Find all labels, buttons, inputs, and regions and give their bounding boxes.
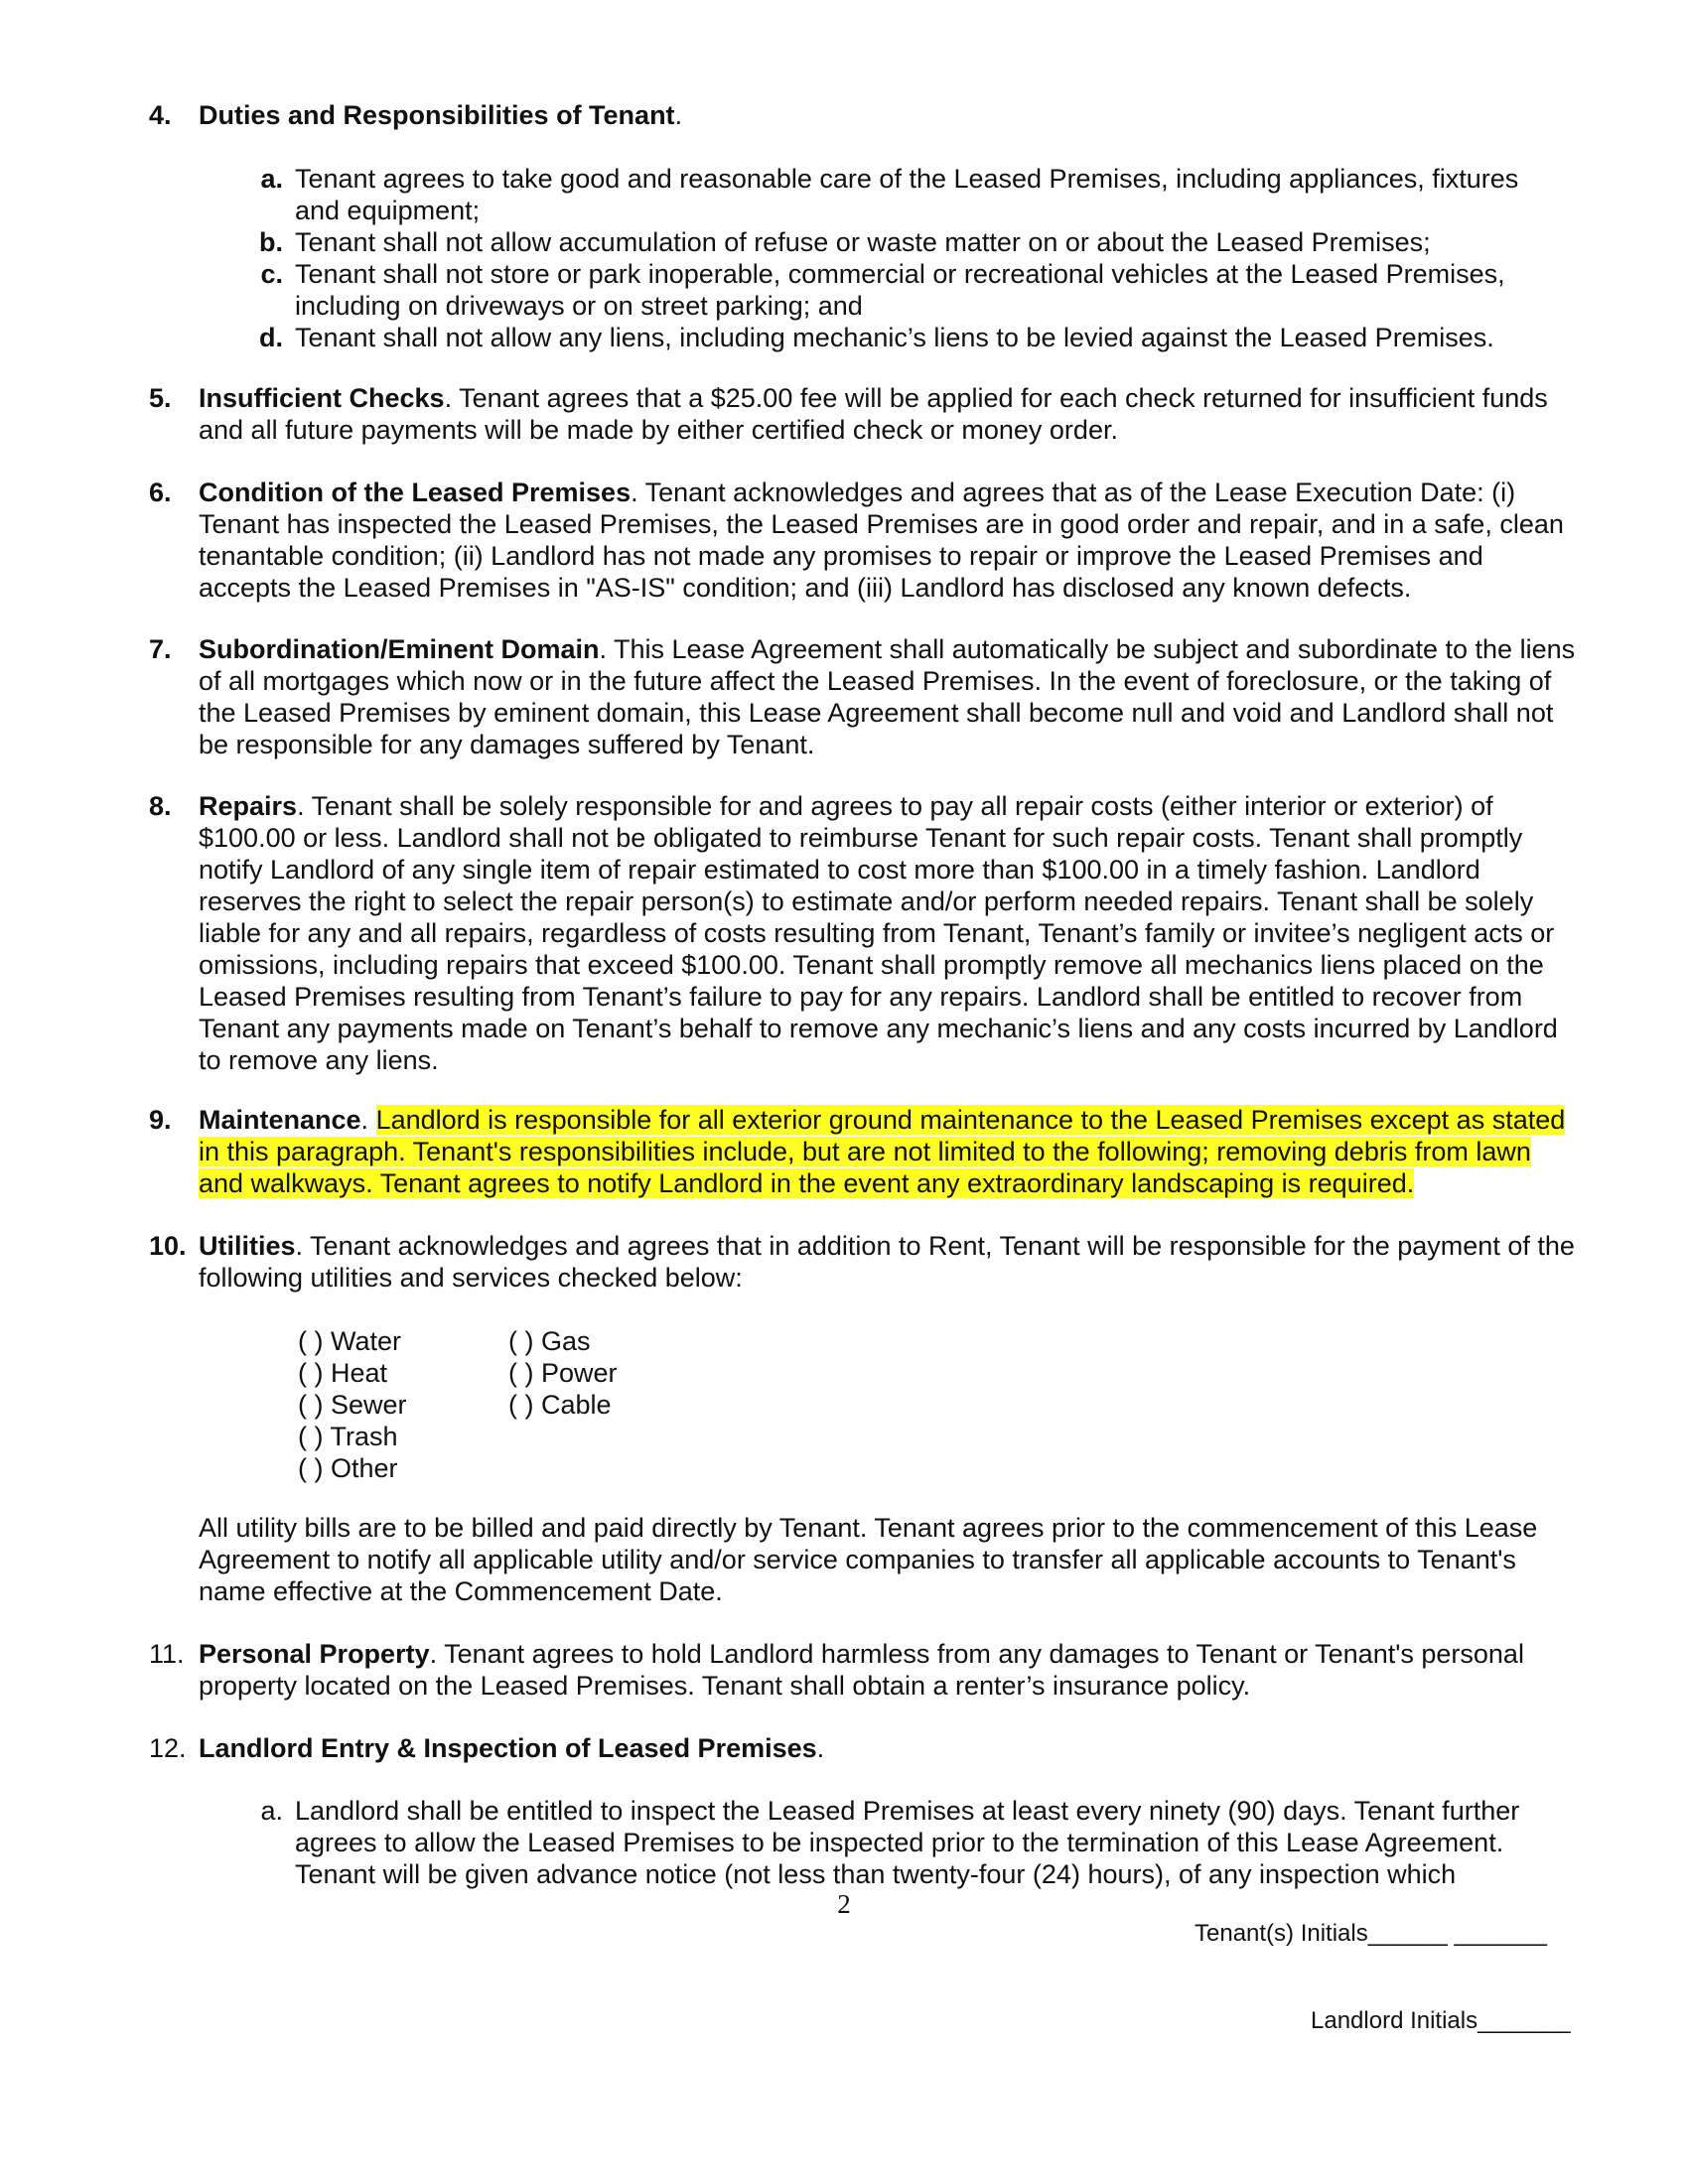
- item-text: Tenant shall not store or park inoperable, commercial or recreational vehicles at the Leased Premises, including on driveways or on street parking; and: [295, 259, 1505, 321]
- section-10: [149, 1230, 1579, 1294]
- utility-checkbox-water[interactable]: ( ) Water: [298, 1326, 401, 1356]
- list-item: [243, 258, 1554, 322]
- section-text: . Tenant shall be solely responsible for and agrees to pay all repair costs (either interior or exterior) of $100.00 or less. Landlord shall not be obligated to reimburse Tenant for such repair costs. Tenant shall promptly notify Landlord of any single item of repair estimated to cost more than $100.00 in a timely fashion. Landlord reserves the right to select the repair person(s) to estimate and/or perform needed repairs. Tenant shall be solely liable for any and all repairs, regardless of costs resulting from Tenant, Tenant’s family or invitee’s negligent acts or omissions, including repairs that exceed $100.00. Tenant shall promptly remove all mechanics liens placed on the Leased Premises resulting from Tenant’s failure to pay for any repairs. Landlord shall be entitled to recover from Tenant any payments made on Tenant’s behalf to remove any mechanic’s liens and any costs incurred by Landlord to remove any liens.: [199, 791, 1558, 1075]
- item-letter: b.: [259, 227, 283, 257]
- section-number: 6.: [149, 478, 172, 507]
- page-number: 2: [837, 1889, 851, 1919]
- item-letter: a.: [260, 1796, 283, 1826]
- list-item: [243, 226, 1554, 258]
- section-7: [149, 633, 1579, 760]
- section-number: 7.: [149, 634, 172, 664]
- section-heading: Repairs: [199, 791, 298, 821]
- section-heading: Subordination/Eminent Domain: [199, 634, 600, 664]
- section-number: 5.: [149, 383, 172, 413]
- section-number: 8.: [149, 791, 172, 821]
- section-text: . This Lease Agreement shall automatically be subject and subordinate to the liens of all mortgages which now or in the future affect the Leased Premises. In the event of foreclosure, or the taking of the Leased Premises by eminent domain, this Lease Agreement shall become null and void and Landlord shall not be responsible for any damages suffered by Tenant.: [199, 634, 1576, 759]
- item-letter: c.: [260, 259, 283, 289]
- utilities-column-1: [298, 1325, 506, 1484]
- highlighted-text: Landlord is responsible for all exterior ground maintenance to the Leased Premises except as stated in this paragraph. Tenant's responsibilities include, but are not limited to the following; removing debris from lawn and walkways. Tenant agrees to notify Landlord in the event any extraordinary landscaping is required.: [199, 1105, 1566, 1198]
- section-heading: Personal Property: [199, 1639, 430, 1669]
- section-12-list: [243, 1795, 1554, 1890]
- section-4-list: [243, 163, 1554, 353]
- section-heading: Duties and Responsibilities of Tenant: [199, 100, 675, 130]
- item-text: Tenant agrees to take good and reasonable care of the Leased Premises, including appliances, fixtures and equipment;: [295, 164, 1519, 225]
- utility-checkbox-gas[interactable]: ( ) Gas: [508, 1326, 591, 1356]
- utility-checkbox-trash[interactable]: ( ) Trash: [298, 1422, 398, 1451]
- item-letter: d.: [259, 323, 283, 352]
- section-heading-tail: .: [674, 100, 683, 130]
- item-text: Tenant shall not allow any liens, including mechanic’s liens to be levied against the Leased Premises.: [295, 323, 1494, 352]
- section-text: . Tenant agrees to hold Landlord harmless from any damages to Tenant or Tenant's personal property located on the Leased Premises. Tenant shall obtain a renter’s insurance policy.: [199, 1639, 1524, 1701]
- section-text: . Tenant acknowledges and agrees that as of the Lease Execution Date: (i) Tenant has inspected the Leased Premises, the Leased Premises are in good order and repair, and in a safe, clean tenantable condition; (ii) Landlord has not made any promises to repair or improve the Leased Premises and accepts the Leased Premises in "AS-IS" condition; and (iii) Landlord has disclosed any known defects.: [199, 478, 1564, 603]
- section-10-continued: [149, 1512, 1579, 1607]
- section-9: [149, 1104, 1579, 1199]
- list-item: [243, 1795, 1554, 1890]
- section-8: [149, 790, 1579, 1076]
- section-number: 9.: [149, 1105, 172, 1135]
- item-text: Landlord shall be entitled to inspect the Leased Premises at least every ninety (90) days. Tenant further agrees to allow the Leased Premises to be inspected prior to the termination of this Lease Agreement. Tenant will be given advance notice (not less than twenty-four (24) hours), of any inspection which: [295, 1796, 1520, 1889]
- utility-checkbox-power[interactable]: ( ) Power: [508, 1358, 618, 1388]
- section-heading: Condition of the Leased Premises: [199, 478, 632, 507]
- section-separator: .: [360, 1105, 376, 1135]
- section-4: [149, 99, 1579, 131]
- section-text: . Tenant acknowledges and agrees that in addition to Rent, Tenant will be responsible for the payment of the following utilities and services checked below:: [199, 1231, 1575, 1293]
- tenant-initials-line: Tenant(s) Initials______ _______: [1195, 1920, 1547, 1947]
- section-number: 12.: [149, 1733, 187, 1763]
- section-heading-tail: .: [816, 1733, 825, 1763]
- utility-checkbox-cable[interactable]: ( ) Cable: [508, 1390, 612, 1420]
- section-number: 10.: [149, 1231, 187, 1261]
- item-letter: a.: [260, 164, 283, 194]
- utility-checkbox-sewer[interactable]: ( ) Sewer: [298, 1390, 407, 1420]
- section-number: 11.: [149, 1639, 185, 1669]
- section-heading: Landlord Entry & Inspection of Leased Premises: [199, 1733, 817, 1763]
- section-5: [149, 382, 1579, 446]
- section-6: [149, 477, 1579, 604]
- section-12: [149, 1732, 1579, 1764]
- utilities-column-2: [508, 1325, 717, 1421]
- section-heading: Maintenance: [199, 1105, 361, 1135]
- section-heading: Utilities: [199, 1231, 296, 1261]
- list-item: [243, 322, 1554, 353]
- item-text: Tenant shall not allow accumulation of refuse or waste matter on or about the Leased Premises;: [295, 227, 1431, 257]
- section-text: . Tenant agrees that a $25.00 fee will be applied for each check returned for insufficient funds and all future payments will be made by either certified check or money order.: [199, 383, 1548, 445]
- landlord-initials-line: Landlord Initials_______: [1311, 2007, 1571, 2034]
- section-11: [149, 1638, 1579, 1702]
- list-item: [243, 163, 1554, 226]
- section-number: 4.: [149, 100, 172, 130]
- utility-checkbox-heat[interactable]: ( ) Heat: [298, 1358, 388, 1388]
- utility-checkbox-other[interactable]: ( ) Other: [298, 1453, 398, 1483]
- section-heading: Insufficient Checks: [199, 383, 445, 413]
- section-text: All utility bills are to be billed and paid directly by Tenant. Tenant agrees prior to the commencement of this Lease Agreement to notify all applicable utility and/or service companies to transfer all applicable accounts to Tenant's name effective at the Commencement Date.: [199, 1513, 1538, 1606]
